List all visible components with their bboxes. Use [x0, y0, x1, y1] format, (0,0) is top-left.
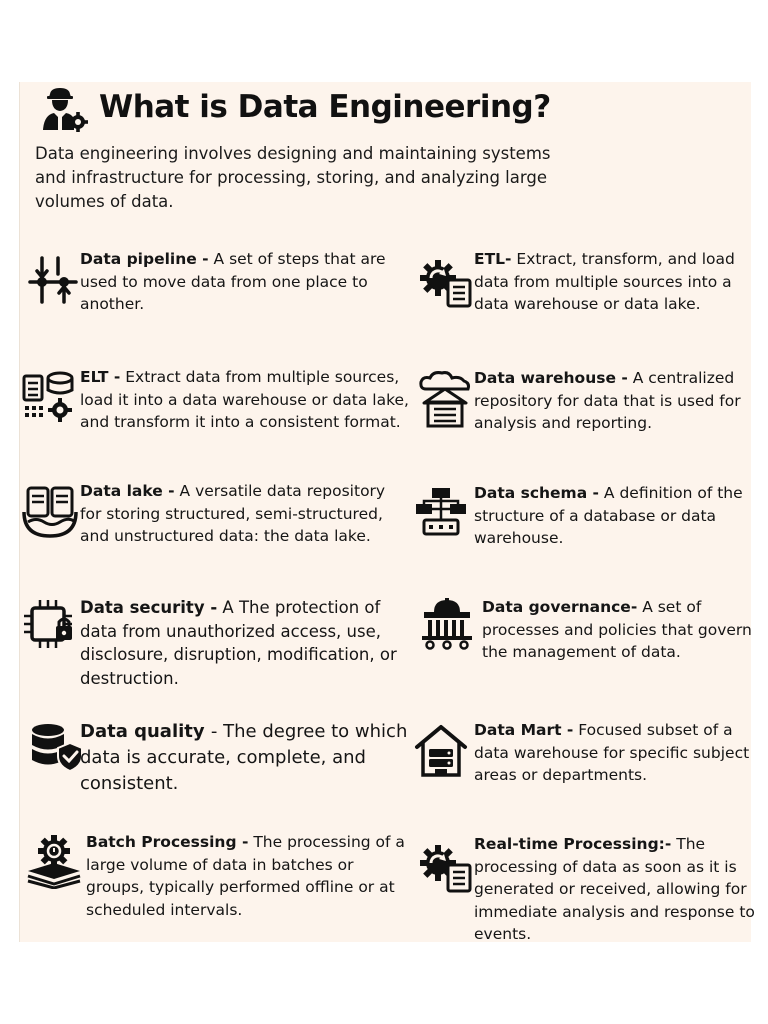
- item-desc: A set of steps that are used to move data from one place to another.: [80, 250, 386, 313]
- page-title: What is Data Engineering?: [99, 89, 551, 125]
- governance-building-icon: [420, 598, 474, 650]
- batch-layers-icon: [26, 833, 82, 889]
- item-term: Data quality: [80, 721, 211, 742]
- pipeline-icon: [28, 254, 78, 304]
- item-desc: - The degree to which data is accurate, complete, and consistent.: [80, 721, 408, 794]
- item-term: Real-time Processing:-: [474, 835, 672, 853]
- item-term: Data security -: [80, 598, 218, 617]
- item-desc: Extract, transform, and load data from multiple sources into a data warehouse or data lake.: [474, 250, 735, 313]
- cloud-warehouse-icon: [418, 371, 472, 429]
- item-desc: A definition of the structure of a database or data warehouse.: [474, 484, 743, 547]
- item-term: Data pipeline -: [80, 250, 209, 268]
- item-desc: The processing of data as soon as it is generated or received, allowing for immediate analysis and response to events.: [474, 835, 755, 943]
- item-term: Data governance-: [482, 598, 638, 616]
- item-term: ELT -: [80, 368, 121, 386]
- database-check-icon: [30, 723, 84, 773]
- item-term: Data schema -: [474, 484, 599, 502]
- item-desc: The processing of a large volume of data in batches or groups, typically performed offline or at scheduled intervals.: [86, 833, 405, 919]
- item-term: Data warehouse -: [474, 369, 628, 387]
- gear-document-icon: [418, 256, 472, 308]
- schema-icon: [414, 486, 468, 536]
- item-desc: A The protection of data from unauthorized access, use, disclosure, disruption, modification, or destruction.: [80, 598, 397, 688]
- item-term: Batch Processing -: [86, 833, 249, 851]
- database-gear-icon: [22, 370, 76, 424]
- engineer-gear-icon: [40, 86, 88, 132]
- item-desc: A versatile data repository for storing structured, semi-structured, and unstructured data: the data lake.: [80, 482, 386, 545]
- intro-paragraph: Data engineering involves designing and maintaining systems and infrastructure for processing, storing, and analyzing large volumes of data.: [35, 144, 551, 211]
- item-term: Data Mart -: [474, 721, 574, 739]
- item-desc: Extract data from multiple sources, load it into a data warehouse or data lake, and transform it into a consistent format.: [80, 368, 409, 431]
- item-term: Data lake -: [80, 482, 175, 500]
- house-server-icon: [414, 723, 468, 779]
- chip-lock-icon: [22, 598, 76, 652]
- item-desc: A centralized repository for data that is used for analysis and reporting.: [474, 369, 741, 432]
- item-term: ETL-: [474, 250, 512, 268]
- item-desc: Focused subset of a data warehouse for specific subject areas or departments.: [474, 721, 750, 784]
- lake-icon: [22, 484, 78, 540]
- gear-document-icon: [418, 841, 472, 893]
- item-desc: A set of processes and policies that govern the management of data.: [482, 598, 752, 661]
